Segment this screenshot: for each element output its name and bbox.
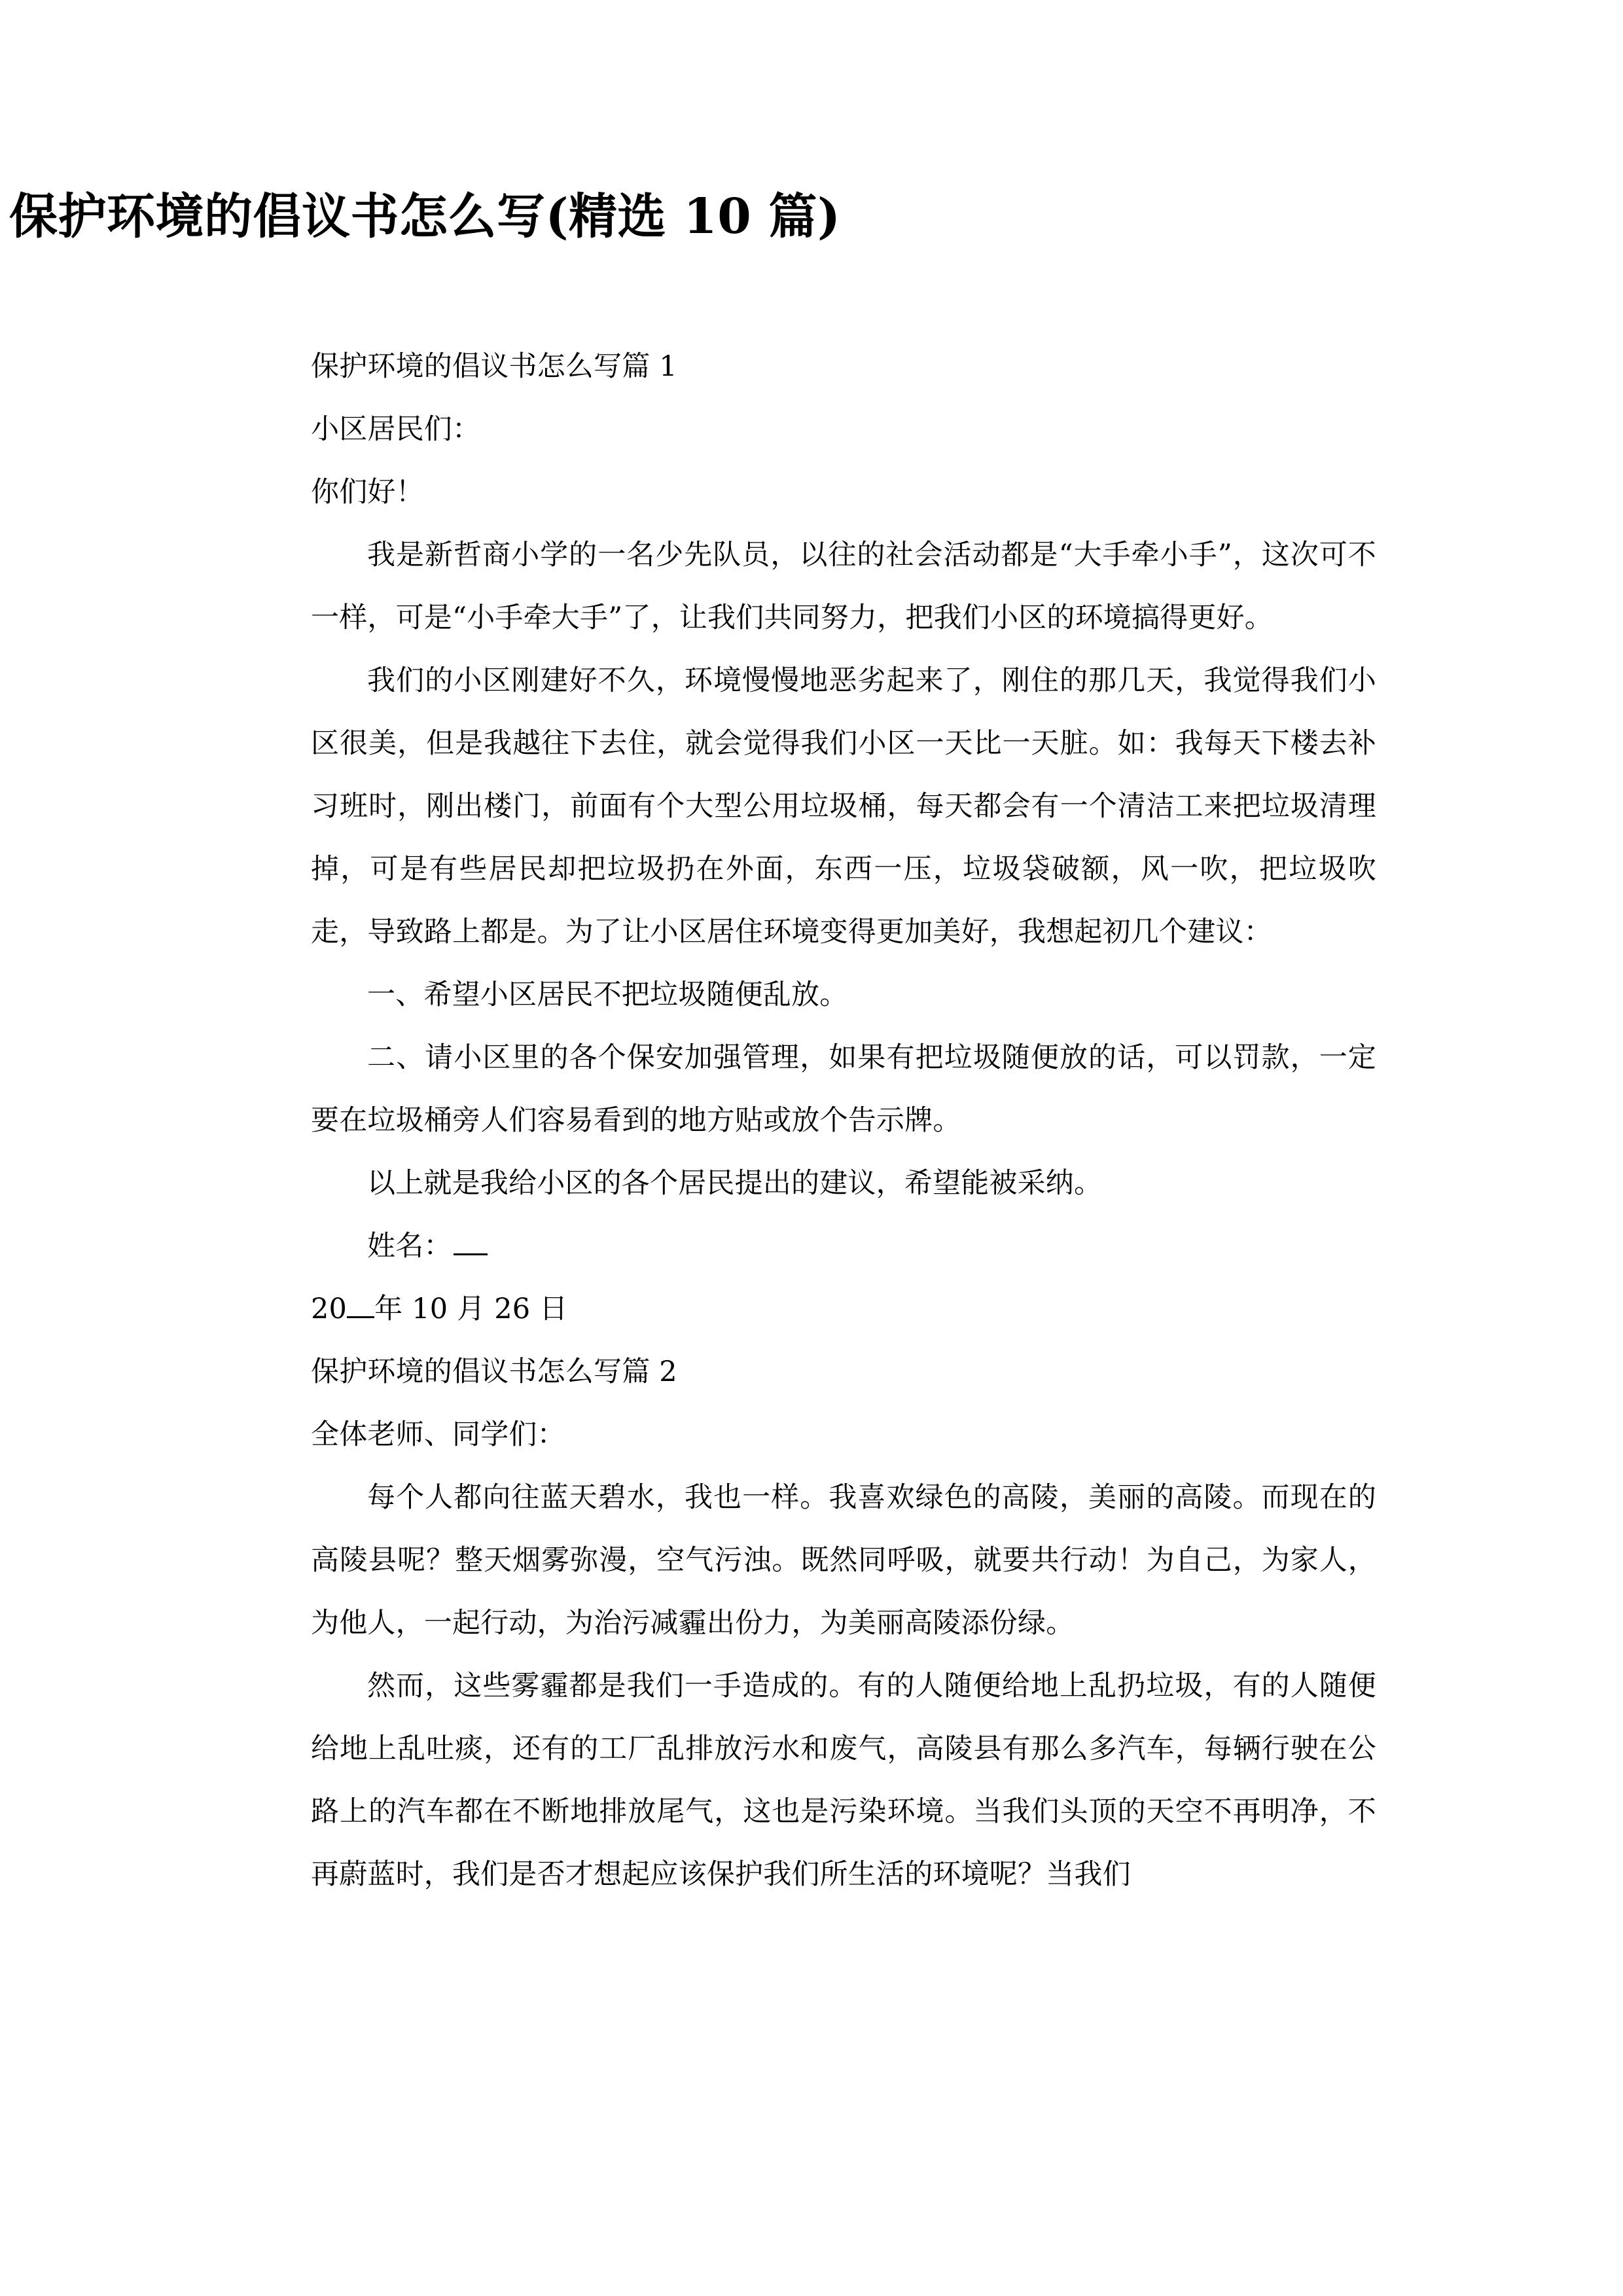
date-suffix: 年 10 月 26 日 [374, 1293, 568, 1325]
section-1-suggestion-2: 二、请小区里的各个保安加强管理，如果有把垃圾随便放的话，可以罚款，一定要在垃圾桶旁人们容易看到的地方贴或放个告示牌。 [311, 1041, 1376, 1137]
section-1-paragraph-1: 我是新哲商小学的一名少先队员，以往的社会活动都是“大手牵小手”，这次可不一样，可是“小手牵大手”了，让我们共同努力，把我们小区的环境搞得更好。 [311, 539, 1376, 634]
page-title: 保护环境的倡议书怎么写(精选 10 篇) [9, 188, 841, 245]
section-1-closing: 以上就是我给小区的各个居民提出的建议，希望能被采纳。 [367, 1167, 1103, 1200]
signature-blank [454, 1230, 488, 1255]
section-1-salutation: 小区居民们： [311, 413, 481, 446]
section-2-salutation: 全体老师、同学们： [311, 1418, 565, 1451]
section-1-heading: 保护环境的倡议书怎么写篇 1 [311, 350, 677, 383]
section-2-paragraph-2: 然而，这些雾霾都是我们一手造成的。有的人随便给地上乱扔垃圾，有的人随便给地上乱吐痰，还有的工厂乱排放污水和废气，高陵县有那么多汽车，每辆行驶在公路上的汽车都在不断地排放尾气，这也是污染环境。当我们头顶的天空不再明净，不再蔚蓝时，我们是否才想起应该保护我们所生活的环境呢？当我们 [311, 1670, 1376, 1891]
section-2-heading: 保护环境的倡议书怎么写篇 2 [311, 1355, 677, 1388]
signature-label: 姓名： [367, 1230, 452, 1263]
text-block [311, 335, 1376, 1906]
section-1-signature-line [311, 1215, 1376, 1278]
date-year-blank [347, 1293, 374, 1318]
section-2-paragraph-1: 每个人都向往蓝天碧水，我也一样。我喜欢绿色的高陵，美丽的高陵。而现在的高陵县呢？整天烟雾弥漫，空气污浊。既然同呼吸，就要共行动！为自己，为家人，为他人，一起行动，为治污减霾出份力，为美丽高陵添份绿。 [311, 1481, 1376, 1640]
section-1-date-line [311, 1278, 1376, 1340]
section-1-paragraph-2: 我们的小区刚建好不久，环境慢慢地恶劣起来了，刚住的那几天，我觉得我们小区很美，但是我越往下去住，就会觉得我们小区一天比一天脏。如：我每天下楼去补习班时，刚出楼门，前面有个大型公用垃圾桶，每天都会有一个清洁工来把垃圾清理掉，可是有些居民却把垃圾扔在外面，东西一压，垃圾袋破额，风一吹，把垃圾吹走，导致路上都是。为了让小区居住环境变得更加美好，我想起初几个建议： [311, 664, 1376, 948]
section-1-suggestion-1: 一、希望小区居民不把垃圾随便乱放。 [367, 978, 848, 1011]
section-1-greeting: 你们好！ [311, 476, 424, 509]
date-year-prefix: 20 [311, 1293, 348, 1325]
